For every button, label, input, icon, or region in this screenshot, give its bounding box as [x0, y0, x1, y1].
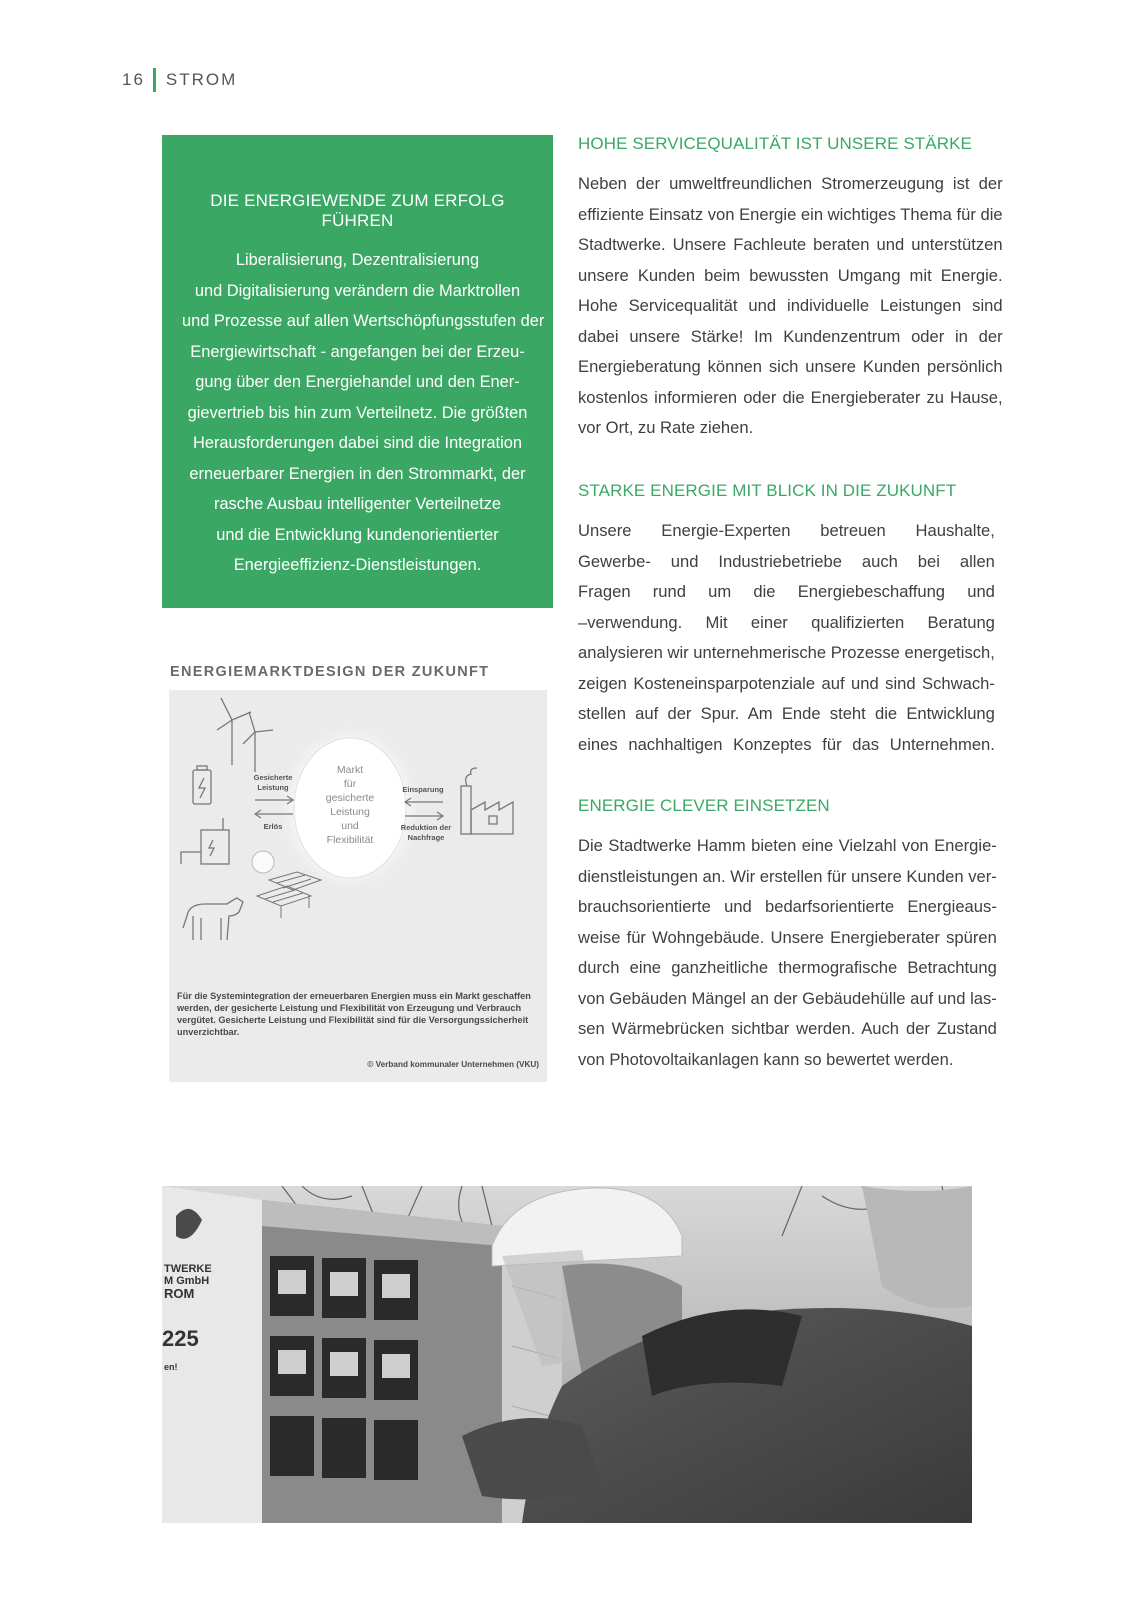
info-line: und Prozesse auf allen Wertschöpfungsstufen der	[182, 312, 545, 330]
left-top-label: Gesicherte	[253, 773, 293, 782]
info-line: Herausforderungen dabei sind die Integration	[193, 434, 522, 452]
info-line: und die Entwicklung kundenorientierter	[216, 525, 499, 544]
cabinet-text: en!	[164, 1362, 178, 1372]
right-bottom-label: Reduktion der	[400, 823, 452, 832]
diagram-illustration	[169, 690, 547, 990]
info-box-body	[182, 245, 545, 581]
right-bottom-label: Nachfrage	[407, 833, 445, 842]
cabinet-text: 225	[162, 1326, 199, 1351]
info-line: gievertrieb bis hin zum Verteilnetz. Die größten	[187, 403, 528, 422]
photo-illustration	[162, 1186, 972, 1523]
section-body: Neben der umweltfreundlichen Stromerzeugung ist der effiziente Einsatz von Energie ein wichtiges Thema für die Stadtwerke. Unsere Fachleute beraten und unterstützen unsere Kunden beim bewussten Umgang mit Energie. Hohe Servicequalität und individuelle Leistungen sind dabei unsere Stärke! Im Kundenzentrum oder in der Energieberatung können sich unsere Kunden persönlich kostenlos informieren oder die Energieberater zu Hause, vor Ort, zu Rate ziehen.	[578, 174, 1003, 437]
wind-turbine-icon	[217, 698, 273, 772]
energy-market-diagram	[169, 690, 547, 1082]
info-line: Energieeffizienz-Dienstleistungen.	[233, 556, 482, 574]
section-body: Unsere Energie-Experten betreuen Haushalte, Gewerbe- und Industriebetriebe auch bei allen Fragen rund um die Energiebeschaffung und –verwendung. Mit einer qualifizierten Beratung analysieren wir unternehmerische Prozesse energetisch, zeigen Kosteneinsparpotenziale auf und sind Schwach- stellen auf der Spur. Am Ende steht die Entwicklung eines nachhaltigen Konzeptes für das Unternehmen.	[578, 521, 995, 754]
center-line: Markt	[336, 764, 364, 776]
cabinet-text: M GmbH	[164, 1275, 210, 1287]
sun-icon	[252, 851, 274, 873]
section-clever	[578, 791, 997, 1075]
info-line: Energiewirtschaft - angefangen bei der Erzeu-	[190, 342, 525, 361]
section-service	[578, 129, 1003, 444]
center-line: und	[341, 820, 359, 832]
page-number: 16	[122, 70, 145, 89]
page-header	[122, 68, 237, 92]
info-line: erneuerbarer Energien in den Strommarkt, der	[189, 464, 526, 483]
section-heading: ENERGIE CLEVER EINSETZEN	[578, 796, 830, 815]
diagram-credit: © Verband kommunaler Unternehmen (VKU)	[367, 1060, 539, 1069]
center-line: für	[343, 778, 357, 790]
left-bottom-label: Erlös	[263, 822, 283, 831]
section-body: Die Stadtwerke Hamm bieten eine Vielzahl von Energie- dienstleistungen an. Wir erstellen für unsere Kunden ver- brauchsorientierte und bedarfsorientierte Energieaus- weise für Wohngebäude. Unsere Energieberater spüren durch eine ganzheitliche thermografische Betrachtung von Gebäuden Mängel an der Gebäudehülle auf und las- sen Wärmebrücken sichtbar werden. Auch der Zustand von Photovoltaikanlagen kann so bewertet werden.	[578, 836, 997, 1069]
info-line: gung über den Energiehandel und den Ener-	[195, 373, 520, 391]
info-box	[162, 135, 553, 608]
right-top-label: Einsparung	[402, 785, 444, 794]
technician-photo	[162, 1186, 972, 1523]
section-heading: HOHE SERVICEQUALITÄT IST UNSERE STÄRKE	[578, 134, 972, 153]
info-box-title: DIE ENERGIEWENDE ZUM ERFOLG FÜHREN	[210, 191, 505, 230]
cabinet-text: ROM	[164, 1286, 195, 1301]
info-line: und Digitalisierung verändern die Marktrollen	[194, 281, 521, 300]
section-heading: STARKE ENERGIE MIT BLICK IN DIE ZUKUNFT	[578, 481, 957, 500]
cabinet-text: TWERKE	[164, 1263, 212, 1275]
battery-icon	[193, 766, 211, 804]
center-line: Leistung	[330, 806, 370, 818]
factory-icon	[461, 768, 513, 834]
diagram-description: Für die Systemintegration der erneuerbaren Energien muss ein Markt geschaffen werden, der gesicherte Leistung und Flexibilität von Erzeugung und Verbrauch vergütet. Gesicherte Leistung und Flexibilität sind für die Versorgungssicherheit unverzichtbar.	[177, 991, 531, 1037]
section-future	[578, 476, 995, 760]
info-line: Liberalisierung, Dezentralisierung	[235, 251, 480, 269]
center-line: Flexibilität	[326, 834, 374, 846]
info-line: rasche Ausbau intelligenter Verteilnetze	[213, 495, 502, 513]
diagram-caption: ENERGIEMARKTDESIGN DER ZUKUNFT	[170, 664, 490, 680]
left-top-label: Leistung	[257, 783, 289, 792]
header-divider	[153, 68, 156, 92]
center-line: gesicherte	[325, 792, 375, 804]
building-icon	[181, 818, 229, 864]
section-name: STROM	[165, 70, 238, 89]
cow-icon	[183, 898, 243, 940]
